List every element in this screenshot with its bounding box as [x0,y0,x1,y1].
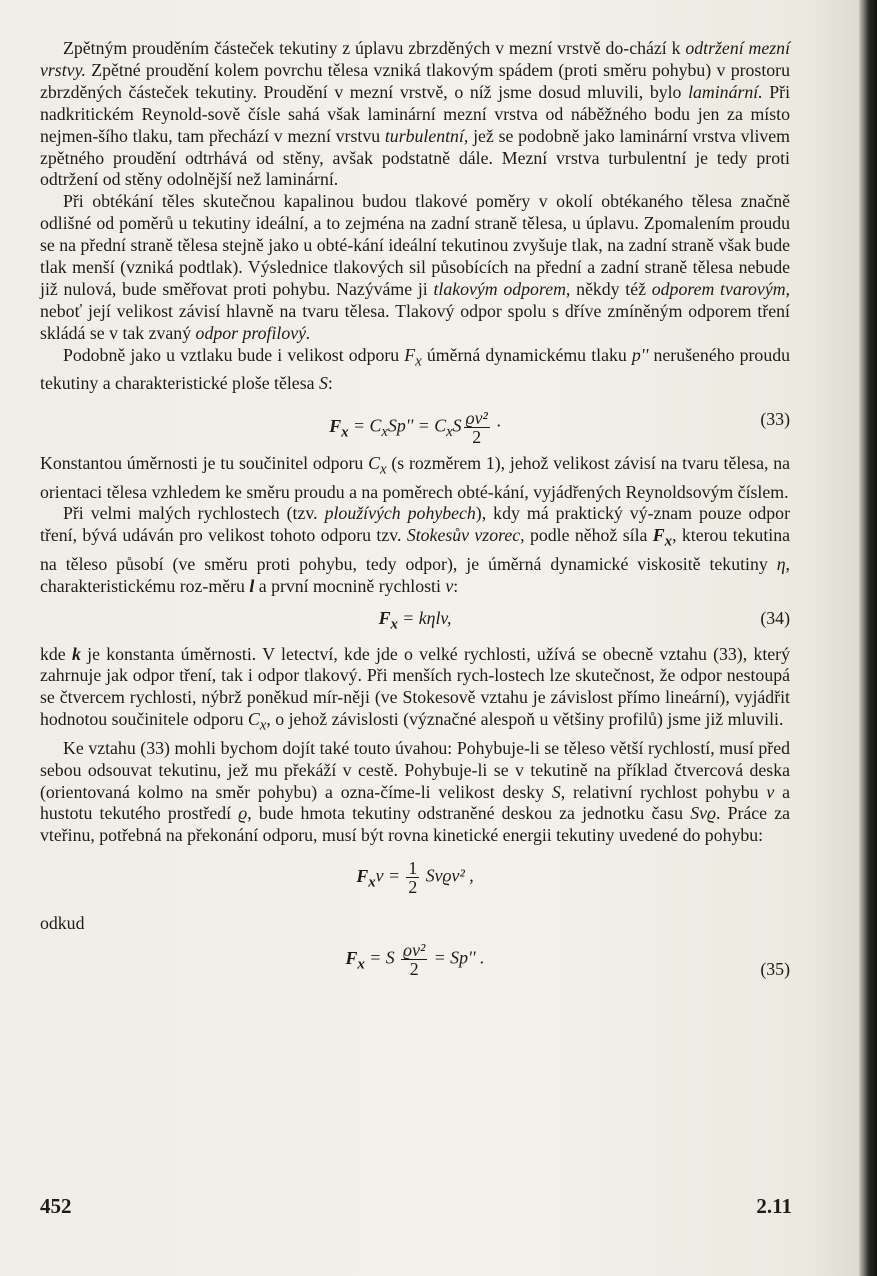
paragraph-6: kde k je konstanta úměrnosti. V letectví, kde jde o velké rychlosti, užívá se obecně vztahu (33), který zahrnuje jak odpor tření, tak i odpor tlakový. Při menších rych-lostech lze skutečnost, že odpor nestoupá se čtvercem rychlosti, nýbrž poněkud mír-něji (ve Stokesově vztahu je závislost přímo lineární), vyjádřit hodnotou součinitele odporu $C_x$, o jehož závislosti (význačné alespoň u většiny profilů) jsme již mluvili. [40,643,790,734]
paragraph-7: Ke vztahu (33) mohli bychom dojít také touto úvahou: Pohybuje-li se těleso větší rychlostí, musí před sebou odsouvat tekutinu, jež mu překáží v cestě. Pohybuje-li se v tekutině na příklad čtvercová deska (orientovaná kolmo na směr pohybu) a ozna-číme-li velikost desky S, relativní rychlost pohybu v a hustotu tekutého prostředí ϱ, bude hmota tekutiny odstraněné deskou za jednotku času Svϱ. Práce za vteřinu, potřebná na překonání odporu, musí být rovna kinetické energii tekutiny uvedené do pohybu: [40,737,790,846]
equation-number: (33) [760,409,790,430]
page-number: 452 [40,1194,72,1218]
body-text [40,38,790,999]
page-edge-shadow [859,0,877,1276]
paragraph-4: Konstantou úměrnosti je tu součinitel odporu $C_x$ (s rozměrem 1), jehož velikost závisí na tvaru tělesa, na orientaci tělesa vzhledem ke směru proudu a na poměrech obté-kání, vyjádřených Reynoldsovým číslem. [40,453,791,502]
equation-34: $F_x = k\eta lv$, (34) [378,607,790,633]
equation-number: (35) [760,959,790,980]
paragraph-3: Podobně jako u vztlaku bude i velikost odporu $F_x$ úměrná dynamickému tlaku p'' nerušeného proudu tekutiny a charakteristické ploše tělesa S: [40,344,790,394]
equation-number: (34) [760,607,790,628]
section-number: 2.11 [756,1194,792,1218]
paragraph-5: Při velmi malých rychlostech (tzv. ploužívých pohybech), kdy má praktický vý-znam pouze odpor tření, bývá udáván pro velikost tohoto odporu tzv. Stokesův vzorec, podle něhož síla $F_x$, kterou tekutina na těleso působí (ve směru proti pohybu, tedy odpor), je úměrná dynamické viskositě tekutiny η, charakteristickému roz-měru l a první mocnině rychlosti v: [40,503,790,596]
equation-35: $F_x = S$ $\frac{\text{ϱv²}}{2}$ = Sp'' . (35) [345,940,790,980]
paragraph-2: Při obtékání těles skutečnou kapalinou budou tlakové poměry v okolí obtékaného tělesa značně odlišné od poměrů u tekutiny ideální, a to zejména na zadní straně tělesa, u úplavu. Zpomalením proudu se na přední straně tělesa stejně jako u obté-kání ideální tekutinou zvyšuje tlak, na zadní straně však bude tlak menší (vzniká podtlak). Výslednice tlakových sil působících na přední a zadní straně tělesa nebude již nulová, bude směřovat proti pohybu. Nazýváme ji tlakovým odporem, někdy též odporem tvarovým, neboť její velikost závisí hlavně na tvaru tělesa. Tlakový odpor spolu s dříve zmíněným odporem tření skládá se v tak zvaný odpor profilový. [40,191,790,343]
equation-33: $F_x = C_xSp'' = C_xS$ $\frac{\text{ϱv²}}{2}$ · (33) [329,408,790,448]
odkud-label: odkud [40,913,85,934]
paragraph-1: Zpětným prouděním částeček tekutiny z úplavu zbrzděných v mezní vrstvě do-chází k odtržení mezní vrstvy. Zpětné proudění kolem povrchu tělesa vzniká tlakovým spádem (proti směru pohybu) v prostoru zbrzděných částeček tekutiny. Proudění v mezní vrstvě, o níž jsme dosud mluvili, bylo laminární. Při nadkritickém Reynold-sově čísle sahá však laminární mezní vrstva od náběžného bodu jen za místo nejmen-šího tlaku, tam přechází v mezní vrstvu turbulentní, jež se podobně jako laminární vrstva vlivem zpětného proudění odtrhává od stěny, avšak podstatně dále. Mezní vrstva turbulentní je tedy proti odtržení od stěny odolnější než laminární. [40,38,791,190]
equation-work: $F_xv$ = $\frac{1}{2}$ Svϱv² , [356,858,474,898]
